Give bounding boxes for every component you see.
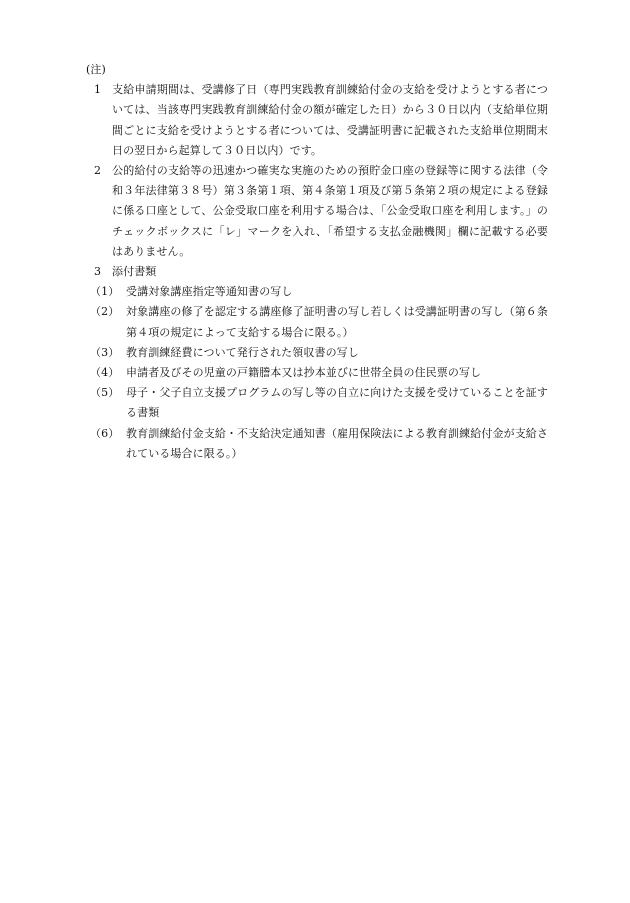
notes-heading: (注) [86,63,106,76]
attachment-item-5 [86,383,548,423]
attachment-text: 受講対象講座指定等通知書の写し [126,285,293,299]
note-item-2 [86,161,548,262]
attachment-list [86,282,548,464]
attachment-text: 対象講座の修了を認定する講座修了証明書の写し若しくは受講証明書の写し（第６条第４項の規定によって支給する場合に限る。） [126,305,548,339]
attachment-item-1 [86,282,548,302]
note-number: 2 [94,164,102,178]
attachment-item-2 [86,302,548,342]
attachment-text: 母子・父子自立支援プログラムの写し等の自立に向けた支援を受けていることを証する書類 [126,386,548,420]
attachment-number: （5） [90,386,120,400]
note-text: 添付書類 [112,265,157,279]
notes-section [86,60,548,464]
note-number: 1 [94,83,102,97]
attachment-number: （3） [90,345,120,359]
note-item-3 [86,262,548,282]
note-text: 支給申請期間は、受講修了日（専門実践教育訓練給付金の支給を受けようとする者については、当該専門実践教育訓練給付金の額が確定した日）から３０日以内（支給単位期間ごとに支給を受けようとする者については、受講証明書に記載された支給単位期間末日の翌日から起算して３０日以内）です。 [112,83,548,157]
attachment-text: 申請者及びその児童の戸籍謄本又は抄本並びに世帯全員の住民票の写し [126,366,482,380]
attachment-text: 教育訓練経費について発行された領収書の写し [126,345,359,359]
note-item-1 [86,80,548,161]
attachment-number: （2） [90,305,120,319]
attachment-number: （1） [90,285,120,299]
note-text: 公的給付の支給等の迅速かつ確実な実施のための預貯金口座の登録等に関する法律（令和３年法律第３８号）第３条第１項、第４条第１項及び第５条第２項の規定による登録に係る口座として、公金受取口座を利用する場合は、「公金受取口座を利用します。」のチェックボックスに「レ」マークを入れ、「希望する支払金融機関」欄に記載する必要はありません。 [112,164,548,258]
attachment-item-4 [86,363,548,383]
attachment-item-3 [86,343,548,363]
attachment-number: （4） [90,366,120,380]
note-number: 3 [94,265,102,279]
attachment-item-6 [86,424,548,464]
attachment-text: 教育訓練給付金支給・不支給決定通知書（雇用保険法による教育訓練給付金が支給されている場合に限る。） [126,426,548,460]
attachment-number: （6） [90,426,120,440]
